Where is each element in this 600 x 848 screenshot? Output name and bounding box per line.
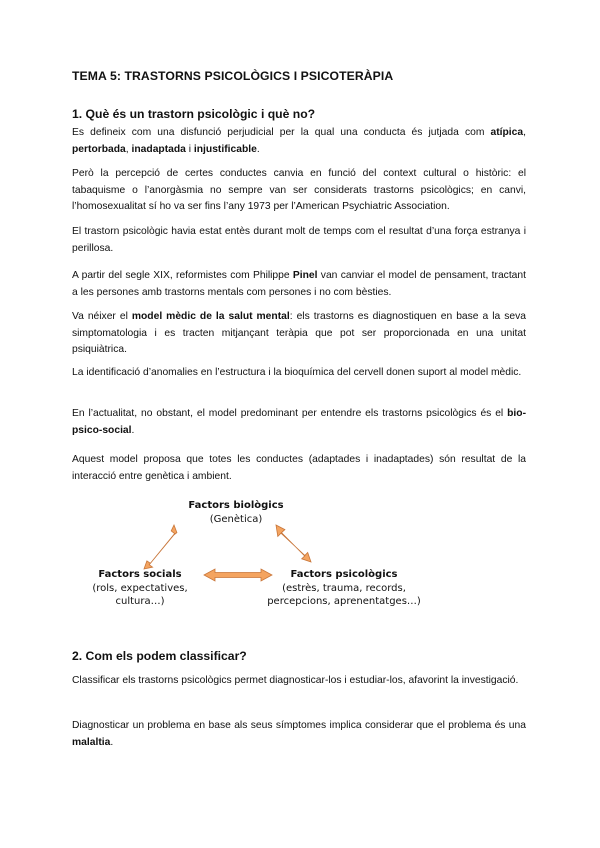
term-pinel: Pinel: [292, 270, 318, 281]
paragraph-medical-model: Va néixer el model mèdic de la salut mental: els trastorns es diagnostiquen en base a la seva simptomatologia i es tracten mitjançant teràpia que pot ser proporcionada en una unitat psiquiàtrica.: [72, 311, 526, 355]
section-1-heading: 1. Què és un trastorn psicològic i què no?: [72, 107, 316, 121]
paragraph-diagnosis: Diagnosticar un problema en base als seus símptomes implica considerar que el problema és una malaltia.: [72, 720, 526, 748]
term-atipica: atípica: [490, 127, 524, 138]
arrow-bio-psych: [276, 525, 311, 562]
paragraph-classification: Classificar els trastorns psicològics permet diagnosticar-los i estudiar-los, afavorint la investigació.: [72, 675, 519, 686]
paragraph-biopsychosocial: En l’actualitat, no obstant, el model predominant per entendre els trastorns psicològics és el bio-psico-social.: [72, 408, 526, 436]
term-bio-psico-social: bio-psico-social: [72, 408, 526, 436]
paragraph-cultural-context: Però la percepció de certes conductes canvia en funció del context cultural o històric: el tabaquisme o l’anorgàsmia no sempre van ser considerats trastorns psicològics; en canvi, l’homosexualitat sí ho va ser fins l’any 1973 per l’American Psychiatric Association.: [72, 168, 526, 212]
term-medical-model: model mèdic de la salut mental: [131, 311, 290, 322]
paragraph-strange-force: El trastorn psicològic havia estat entès durant molt de temps com el resultat d’una força estranya i perillosa.: [72, 226, 526, 254]
term-pertorbada: pertorbada: [72, 143, 126, 155]
term-injustificable: injustificable: [193, 143, 257, 155]
paragraph-pinel: A partir del segle XIX, reformistes com Philippe Pinel van canviar el model de pensament, tractant a les persones amb trastorns mentals com persones i no com bèsties.: [72, 270, 526, 298]
node-social-factors: Factors socials (rols, expectatives, cultura…): [92, 569, 188, 607]
document-title: TEMA 5: TRASTORNS PSICOLÒGICS I PSICOTERÀPIA: [72, 69, 394, 83]
biopsychosocial-diagram: [72, 492, 526, 617]
arrow-bio-social: [144, 525, 177, 569]
node-psychological-factors: Factors psicològics (estrès, trauma, records, percepcions, aprenentatges…): [267, 569, 421, 607]
paragraph-brain-anomalies: La identificació d’anomalies en l’estructura i la bioquímica del cervell donen suport al model mèdic.: [72, 367, 522, 378]
paragraph-definition: Es defineix com una disfunció perjudicial per la qual una conducta és jutjada com atípica, pertorbada, inadaptada i injustificable.: [72, 127, 526, 155]
node-biological-factors: Factors biològics (Genètica): [188, 500, 284, 525]
term-inadaptada: inadaptada: [131, 143, 186, 155]
paragraph-model-proposal: Aquest model proposa que totes les conductes (adaptades i inadaptades) són resultat de la interacció entre genètica i ambient.: [72, 454, 526, 482]
section-2-heading: 2. Com els podem classificar?: [72, 649, 247, 663]
term-malaltia: malaltia: [72, 736, 111, 748]
